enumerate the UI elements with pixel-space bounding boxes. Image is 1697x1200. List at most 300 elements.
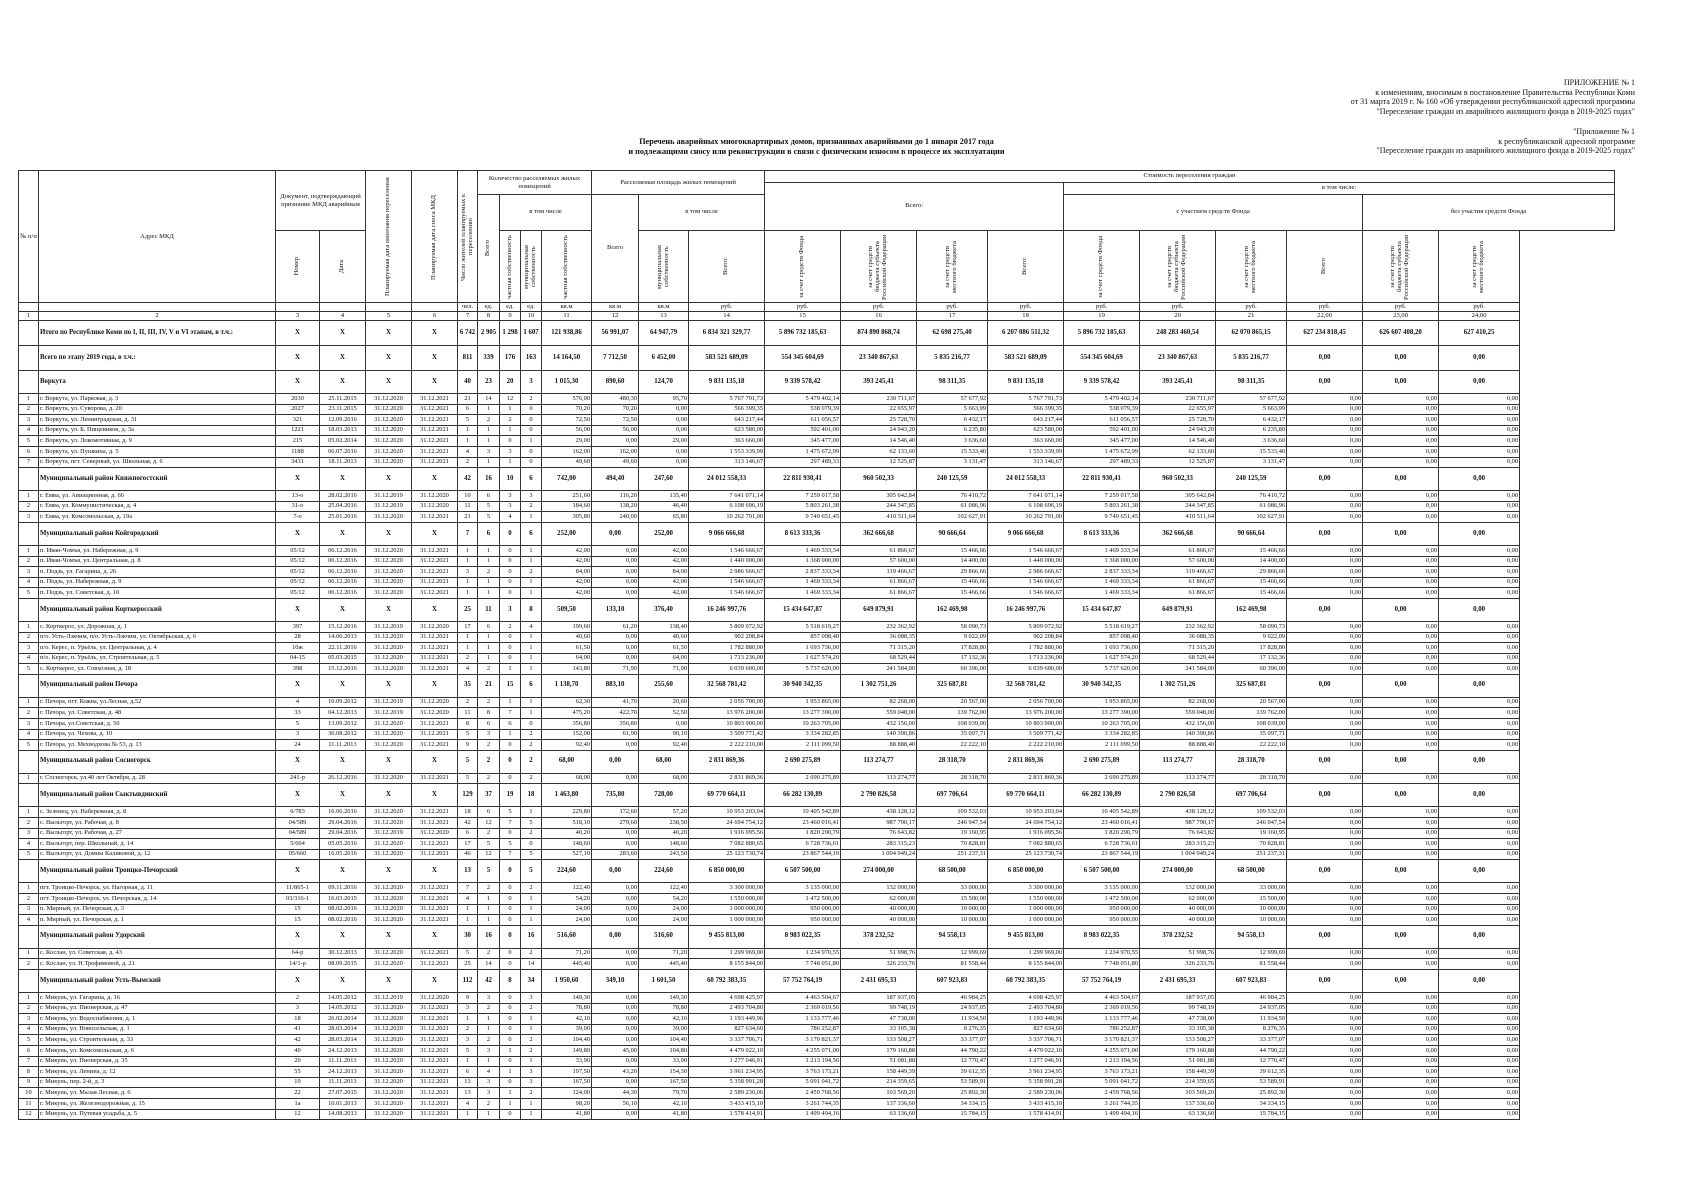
value-cell: 25 123 730,74 [988,849,1064,860]
value-cell: 108 039,00 [917,719,988,730]
value-cell: 23 340 867,63 [1140,346,1216,371]
unit-cell: ед. [478,303,500,312]
value-cell: 232 362,92 [1140,621,1216,632]
unit-cell: руб. [1140,303,1216,312]
value-cell: 122,40 [542,883,592,894]
value-cell: 1 [521,436,542,447]
value-cell: 0 [500,915,521,926]
value-cell: 3 300 000,00 [988,883,1064,894]
value-cell: 0,00 [1287,653,1363,664]
value-cell: 1 277 046,91 [988,1056,1064,1067]
value-cell: 0,00 [1287,807,1363,818]
value-cell: 31.12.2020 [366,436,412,447]
value-cell: 0,00 [1287,904,1363,915]
value-cell: 42,10 [639,1098,689,1109]
value-cell: 0,00 [1439,729,1520,740]
value-cell: 31.12.2020 [366,740,412,751]
value-cell: 167,50 [639,1077,689,1088]
value-cell: 23 340 867,63 [841,346,917,371]
address-cell: г. Воркута, ул. Суворова, д. 20 [39,404,276,415]
value-cell: 0,00 [1439,415,1520,426]
value-cell: 1 [478,436,500,447]
value-cell: 90 666,64 [917,522,988,545]
value-cell: 05/12 [276,556,320,567]
value-cell: 30 940 342,35 [765,674,841,697]
value-cell: 345 477,00 [1064,436,1140,447]
value-cell: 1 916 095,56 [988,828,1064,839]
value-cell: 2 690 275,89 [765,773,841,784]
value-cell: 90 666,64 [1216,522,1287,545]
value-cell: 2 [521,750,542,773]
value-cell: 0 [500,1035,521,1046]
col-address-header: Адрес МКД [39,171,276,303]
value-cell: 6 [478,807,500,818]
value-cell: 24 943,20 [841,425,917,436]
table-row [19,436,1615,447]
value-cell: 1 213 194,56 [1064,1056,1140,1067]
value-cell: 607 923,83 [1216,969,1287,992]
value-cell: 132 000,00 [841,883,917,894]
value-cell: 0 [500,992,521,1003]
value-cell: 42 [458,468,478,491]
value-cell: 109 532,03 [1216,807,1287,818]
value-cell: 12 770,47 [917,1056,988,1067]
value-cell: 643 217,44 [689,415,765,426]
value-cell: 69 770 664,11 [988,784,1064,807]
value-cell: 1 782 880,00 [988,643,1064,654]
row-number: 2 [19,894,39,905]
row-number: 1 [19,992,39,1003]
value-cell: 3 [276,729,320,740]
value-cell: 82 268,00 [1140,697,1216,708]
value-cell: 297 489,33 [1064,457,1140,468]
value-cell: 28 318,70 [917,750,988,773]
table-row [19,632,1615,643]
value-cell: 2 690 275,89 [1064,773,1140,784]
value-cell: 0,00 [1439,1077,1520,1088]
value-cell: 2 831 869,36 [689,773,765,784]
column-number-cell: 17 [917,312,988,321]
value-cell: 11 934,50 [1216,1014,1287,1025]
value-cell: 92,40 [639,740,689,751]
column-number-cell: 5 [366,312,412,321]
value-cell: 1 [500,697,521,708]
value-cell: 252,00 [542,522,592,545]
value-cell: 29,00 [639,436,689,447]
value-cell: 2 369 019,56 [1064,1003,1140,1014]
value-cell: X [366,321,412,346]
table-row [19,1014,1615,1025]
address-cell: пгт. Троицко-Печорск, ул. Печорская, д. 14 [39,894,276,905]
value-cell: 874 890 868,74 [841,321,917,346]
value-cell: 3 131,47 [917,457,988,468]
value-cell: 5 663,99 [917,404,988,415]
value-cell: 102 627,91 [917,512,988,523]
value-cell: 1 [478,632,500,643]
value-cell: 6 452,00 [639,346,689,371]
value-cell: 1 607 [521,321,542,346]
value-cell: 31.12.2021 [412,512,458,523]
table-row [19,708,1615,719]
value-cell: 2 493 704,80 [689,1003,765,1014]
value-cell: 883,10 [592,674,639,697]
column-number-cell: 14 [689,312,765,321]
value-cell: 56,00 [542,425,592,436]
table-row [19,653,1615,664]
value-cell: 362 666,68 [841,522,917,545]
value-cell: 40,60 [639,632,689,643]
value-cell: 0,00 [1439,740,1520,751]
value-cell: 1 [478,894,500,905]
column-number-cell: 24,00 [1439,312,1520,321]
value-cell: X [320,925,366,948]
value-cell: 4 698 425,97 [988,992,1064,1003]
value-cell: 592 401,00 [765,425,841,436]
value-cell: 274 000,00 [841,860,917,883]
value-cell: 68,00 [639,773,689,784]
address-cell: г. Печора, ул. Чехова, д. 10 [39,729,276,740]
address-cell: пгт. Троицко-Печорск, ул. Нагорная, д. 11 [39,883,276,894]
value-cell: 1 [458,643,478,654]
doc-date-header: Дата [320,231,366,303]
value-cell: 0,00 [1363,839,1439,850]
value-cell: 10 262 791,00 [988,512,1064,523]
value-cell: 0,00 [1287,346,1363,371]
value-cell: X [276,346,320,371]
value-cell: 2 [478,750,500,773]
value-cell: 14 546,40 [841,436,917,447]
value-cell: 241 584,00 [841,664,917,675]
value-cell: 576,00 [542,394,592,405]
value-cell: 31.12.2020 [366,556,412,567]
value-cell: 4 [478,1067,500,1078]
value-cell: 960 502,33 [1140,468,1216,491]
value-cell: 0,00 [1439,491,1520,502]
value-cell: 31.12.2021 [412,948,458,959]
value-cell: 58 090,73 [1216,621,1287,632]
row-number [19,371,39,394]
col-residents-header: Число жителей планируемых к переселению [458,171,478,303]
value-cell: 23.11.2015 [320,404,366,415]
address-cell: г. Сосногорск, ул.40 лет Октября, д. 28 [39,773,276,784]
value-cell: 05.05.2016 [320,839,366,850]
value-cell: 2 056 700,00 [689,697,765,708]
value-cell: 57 677,92 [917,394,988,405]
value-cell: 1 [521,664,542,675]
value-cell: 0,00 [592,915,639,926]
row-number [19,522,39,545]
value-cell: 0,00 [1363,556,1439,567]
value-cell: 8 [521,598,542,621]
value-cell: 71,90 [639,664,689,675]
value-cell: 0,00 [1439,948,1520,959]
value-cell: 88 888,40 [1140,740,1216,751]
value-cell: 0,00 [1287,556,1363,567]
value-cell: 0,00 [592,839,639,850]
value-cell: 68 529,44 [841,653,917,664]
value-cell: 1 475 672,99 [765,446,841,457]
value-cell: 0,00 [1439,925,1520,948]
value-cell: 14.05.2012 [320,992,366,1003]
value-cell: 2 690 275,89 [1064,750,1140,773]
value-cell: 15 500,00 [1216,894,1287,905]
address-cell: г. Воркута, ул. Локомотивная, д. 9 [39,436,276,447]
value-cell: 0,00 [1363,1045,1439,1056]
value-cell: 4 479 022,10 [689,1045,765,1056]
value-cell: 890,60 [592,371,639,394]
value-cell: 649 879,91 [1140,598,1216,621]
address-cell: г. Микунь, ул. Строительная, д. 33 [39,1035,276,1046]
value-cell: 356,80 [542,719,592,730]
value-cell: 0,00 [1439,1035,1520,1046]
value-cell: 0,00 [1439,1067,1520,1078]
value-cell: 184,60 [542,501,592,512]
value-cell: 0,00 [1439,457,1520,468]
value-cell: 0,00 [1363,598,1439,621]
value-cell: 43,20 [592,1067,639,1078]
value-cell: 15 434 647,87 [1064,598,1140,621]
col-rooms-header: Количество расселяемых жилых помещений [478,171,592,195]
table-row [19,643,1615,654]
value-cell: 179 160,88 [841,1045,917,1056]
annex-line: от 31 марта 2019 г. № 160 «Об утверждении республиканской адресной программы [1350,97,1635,106]
value-cell: 0,00 [1287,588,1363,599]
row-number: 4 [19,577,39,588]
table-row [19,545,1615,556]
value-cell: 71,20 [542,948,592,959]
value-cell: 1 [500,425,521,436]
value-cell: X [320,346,366,371]
value-cell: X [276,860,320,883]
value-cell: 6 [478,621,500,632]
value-cell: 62 000,00 [841,894,917,905]
value-cell: 154,30 [639,1067,689,1078]
rooms-private-header: частная собственность [500,231,521,303]
value-cell: 12 [276,1109,320,1120]
value-cell: 2 [478,828,500,839]
value-cell: 215 [276,436,320,447]
wf-local-header: за счет средств местного бюджета [1216,231,1287,303]
value-cell: 31.12.2019 [366,708,412,719]
value-cell: 325 687,81 [1216,674,1287,697]
value-cell: 0,00 [639,425,689,436]
value-cell: 24 943,20 [1140,425,1216,436]
value-cell: 05/12 [276,567,320,578]
value-cell: 378 232,52 [1140,925,1216,948]
value-cell: 05/12 [276,577,320,588]
value-cell: 0,00 [592,577,639,588]
row-number: 3 [19,904,39,915]
value-cell: 0,00 [1363,708,1439,719]
value-cell: 1 713 236,00 [689,653,765,664]
value-cell: 104,40 [542,1035,592,1046]
value-cell: 29.04.2016 [320,818,366,829]
value-cell: 0,00 [1363,545,1439,556]
value-cell: 31.12.2021 [412,577,458,588]
column-numbers-row [19,312,1615,321]
table-row [19,404,1615,415]
value-cell: 64,00 [639,653,689,664]
value-cell: 1 546 666,67 [988,545,1064,556]
value-cell: X [320,784,366,807]
value-cell: 1 004 949,24 [841,849,917,860]
value-cell: 2 431 695,33 [1140,969,1216,992]
value-cell: 66 282 130,89 [765,784,841,807]
value-cell: 31.12.2020 [366,729,412,740]
value-cell: 0,00 [1363,969,1439,992]
value-cell: 1 [458,436,478,447]
table-row [19,773,1615,784]
value-cell: 176 [500,346,521,371]
value-cell: 15 500,00 [917,894,988,905]
value-cell: 33 105,38 [841,1024,917,1035]
column-number-cell: 10 [521,312,542,321]
value-cell: 98 311,35 [917,371,988,394]
value-cell: 2 [521,1045,542,1056]
value-cell: 0,00 [1287,1067,1363,1078]
value-cell: 398 [276,664,320,675]
table-row [19,1109,1615,1120]
value-cell: 627 410,25 [1439,321,1520,346]
group-label: Муниципальный район Сыктывдинский [39,784,276,807]
value-cell: 0,00 [1439,394,1520,405]
value-cell: X [412,969,458,992]
table-row [19,577,1615,588]
value-cell: 15 [276,915,320,926]
value-cell: 1 234 970,55 [765,948,841,959]
value-cell: 0,00 [1439,468,1520,491]
value-cell: 0 [500,1003,521,1014]
address-cell: г. Воркута, ул. Ленинградская, д. 31 [39,415,276,426]
row-number: 7 [19,1056,39,1067]
value-cell: 6 [458,1067,478,1078]
value-cell: 0,00 [1439,959,1520,970]
value-cell: 0,00 [1287,371,1363,394]
value-cell: 04/589 [276,828,320,839]
value-cell: 22 655,97 [841,404,917,415]
value-cell: 24,00 [639,915,689,926]
value-cell: 0,00 [1287,729,1363,740]
value-cell: 6 432,17 [917,415,988,426]
value-cell: 1 469 333,34 [765,545,841,556]
value-cell: 255,60 [639,674,689,697]
value-cell: 113 274,77 [841,750,917,773]
value-cell: 7 [458,883,478,894]
value-cell: 8 155 844,00 [689,959,765,970]
value-cell: 0,00 [1439,719,1520,730]
address-cell: г. Микунь, ул. Пионерская, д. 47 [39,1003,276,1014]
row-number: 9 [19,1077,39,1088]
value-cell: 40 000,00 [841,904,917,915]
address-cell: с. Выльгорт, ул. Домны Каликовой, д. 12 [39,849,276,860]
value-cell: 0,00 [592,1077,639,1088]
value-cell: 0,00 [1439,849,1520,860]
row-number: 1 [19,883,39,894]
value-cell: 1 [458,545,478,556]
value-cell: 1 [521,545,542,556]
value-cell: 1 [478,1014,500,1025]
value-cell: 113 274,77 [841,773,917,784]
value-cell: 31.12.2020 [366,653,412,664]
value-cell: 8 276,35 [917,1024,988,1035]
value-cell: 148,60 [542,839,592,850]
value-cell: 1 [521,632,542,643]
value-cell: 31.12.2019 [366,491,412,502]
column-number-cell: 20 [1140,312,1216,321]
value-cell: 06.12.2016 [320,577,366,588]
value-cell: 516,60 [542,925,592,948]
cost-subject-header: за счет средств бюджета субъекта Российской Федерации [841,231,917,303]
value-cell: 0,00 [1287,621,1363,632]
value-cell: 1 916 095,56 [689,828,765,839]
value-cell: 10 [500,468,521,491]
value-cell: 0,00 [1439,1109,1520,1120]
value-cell: 27.07.2015 [320,1088,366,1099]
value-cell: 8 983 022,35 [765,925,841,948]
value-cell: 138,20 [592,501,639,512]
area-private-header: частная собственность [542,231,592,303]
value-cell: 274 000,00 [1140,860,1216,883]
value-cell: 2 459 768,56 [1064,1088,1140,1099]
value-cell: 12 [478,849,500,860]
value-cell: 0,00 [1363,468,1439,491]
value-cell: 2 [521,740,542,751]
value-cell: 10.01.2013 [320,1098,366,1109]
value-cell: 16 [478,468,500,491]
address-cell: с. Выльгорт, ул. Рабочая, д. 27 [39,828,276,839]
value-cell: 305 642,84 [1140,491,1216,502]
value-cell: 21 [458,512,478,523]
value-cell: 42,00 [542,577,592,588]
value-cell: 6 235,80 [1216,425,1287,436]
row-number: 5 [19,588,39,599]
value-cell: 3 433 415,10 [689,1098,765,1109]
value-cell: 0,00 [1287,1088,1363,1099]
value-cell: 538 079,39 [1064,404,1140,415]
value-cell: 4 479 022,10 [988,1045,1064,1056]
address-cell: г. Воркута, ул. Парковая, д. 3 [39,394,276,405]
value-cell: 349,10 [592,969,639,992]
value-cell: 2 [478,883,500,894]
value-cell: 81 558,44 [917,959,988,970]
value-cell: 31.12.2021 [412,436,458,447]
value-cell: 1 [521,653,542,664]
value-cell: 81 558,44 [1216,959,1287,970]
value-cell: 0,00 [1287,773,1363,784]
value-cell: 23 460 016,41 [765,818,841,829]
value-cell: 5 [458,773,478,784]
value-cell: 23 867 544,19 [765,849,841,860]
value-cell: 1 546 666,67 [689,577,765,588]
value-cell: 243,50 [639,849,689,860]
value-cell: X [276,371,320,394]
value-cell: 5 [458,729,478,740]
value-cell: 6/783 [276,807,320,818]
value-cell: 0,00 [1439,556,1520,567]
value-cell: 3 [500,446,521,457]
value-cell: 1 000 000,00 [988,915,1064,926]
table-row [19,501,1615,512]
value-cell: 6 834 321 329,77 [689,321,765,346]
value-cell: 2 [521,1088,542,1099]
value-cell: 1 [458,1014,478,1025]
table-row [19,664,1615,675]
value-cell: 422,70 [592,708,639,719]
value-cell: 31.12.2021 [412,643,458,654]
value-cell: 8 276,35 [1216,1024,1287,1035]
value-cell: 10 803 900,00 [988,719,1064,730]
value-cell: 5 479 402,14 [765,394,841,405]
